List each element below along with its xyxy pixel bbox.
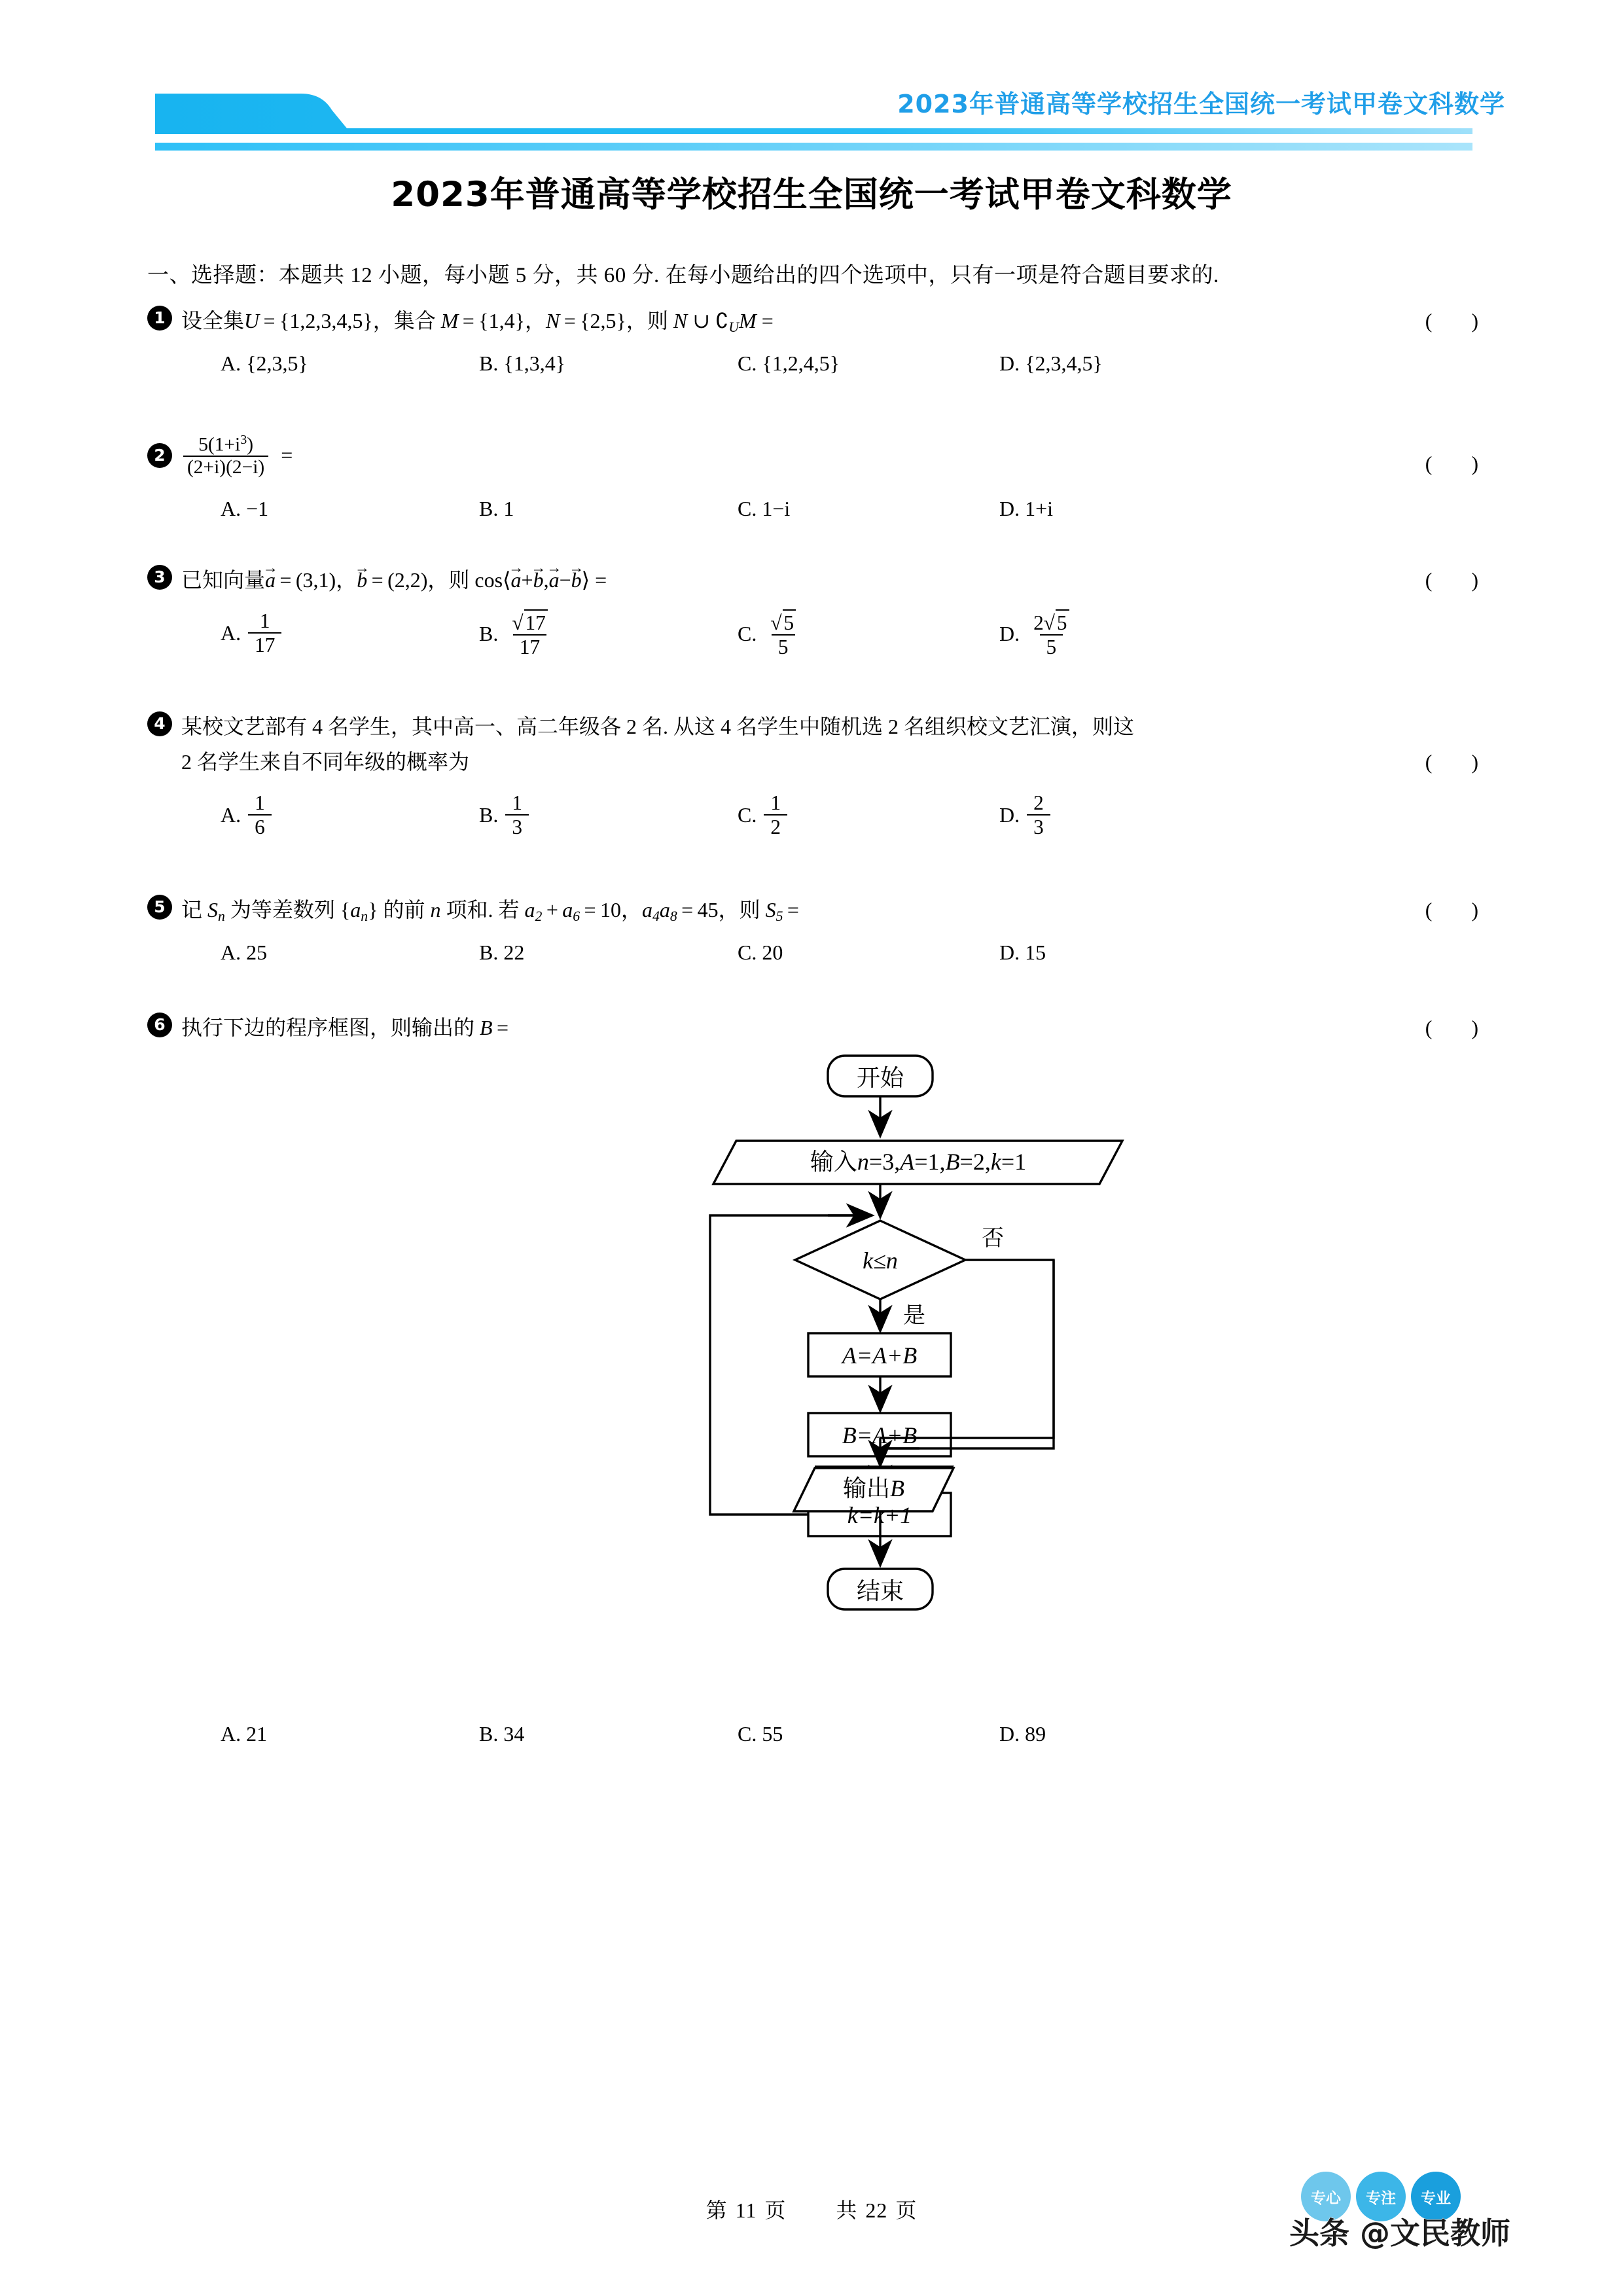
flow-process2-label: B=A+B: [842, 1422, 918, 1449]
footer-total-prefix: 共: [836, 2198, 858, 2222]
question-4: [147, 709, 1495, 854]
option-label: B.: [479, 497, 499, 521]
fraction-numerator: 1: [255, 791, 265, 815]
option-label: A.: [221, 351, 241, 376]
fraction-numerator: 1: [770, 791, 781, 815]
question-2: [147, 414, 1495, 528]
watermark-text: 头条 @文民教师: [1289, 2215, 1511, 2251]
option-label: D.: [999, 1722, 1020, 1746]
option-label: B.: [479, 1722, 499, 1746]
option-value: −1: [246, 497, 269, 521]
option-label: D.: [999, 941, 1020, 965]
fraction-denominator: 17: [513, 634, 546, 658]
fraction-denominator: 3: [1027, 814, 1050, 838]
flow-process3-label: k=k+1: [847, 1502, 912, 1529]
option-label: B.: [479, 802, 499, 827]
question-1-options: [181, 351, 1495, 383]
option-fraction: [764, 609, 802, 658]
option-value: 20: [762, 941, 783, 965]
fraction-denominator: 6: [248, 814, 272, 838]
question-4-options: [181, 791, 1495, 854]
fraction-numerator: $5(1+i^3)$: [198, 433, 254, 456]
option-value: 22: [503, 941, 525, 965]
option-value: 15: [1025, 941, 1046, 965]
option-c[interactable]: [738, 1722, 783, 1746]
flow-output-label: 输出B: [842, 1475, 905, 1502]
option-a[interactable]: [221, 351, 308, 376]
option-d[interactable]: [999, 791, 1052, 838]
footer-page-total: 22: [865, 2198, 888, 2222]
page-header: [0, 0, 1623, 151]
option-value: 89: [1025, 1722, 1046, 1746]
complement-symbol: $∁_U$: [715, 309, 740, 336]
option-fraction: [248, 791, 272, 838]
flow-no-label: 否: [982, 1227, 1004, 1251]
option-value: {1,2,4,5}: [762, 351, 840, 376]
option-c[interactable]: [738, 609, 804, 658]
fraction-denominator: 17: [248, 632, 281, 656]
complex-fraction: [183, 433, 268, 478]
option-a[interactable]: [221, 609, 283, 656]
option-c[interactable]: [738, 941, 783, 965]
flow-start-label: 开始: [856, 1065, 904, 1092]
option-d[interactable]: [999, 609, 1078, 658]
option-value: 21: [246, 1722, 268, 1746]
answer-bracket: ( ): [1425, 452, 1495, 476]
fraction-numerator: 2: [1033, 791, 1044, 815]
watermark-circle-1: 专心: [1301, 2172, 1351, 2221]
section-heading: 一、选择题：本题共 12 小题，每小题 5 分，共 60 分. 在每小题给出的四个选项中，只有一项是符合题目要求的.: [147, 264, 1219, 287]
option-b[interactable]: [479, 1722, 524, 1746]
question-number: 4: [147, 711, 172, 736]
flow-yes-label: 是: [903, 1304, 925, 1329]
option-fraction: [1027, 791, 1050, 838]
answer-bracket: ( ): [1425, 898, 1495, 922]
option-label: C.: [738, 1722, 757, 1746]
option-b[interactable]: [479, 941, 524, 965]
option-fraction: [505, 609, 554, 658]
option-label: D.: [999, 802, 1020, 827]
answer-bracket: ( ): [1425, 750, 1495, 774]
option-d[interactable]: [999, 1722, 1046, 1746]
option-label: A.: [221, 497, 241, 521]
option-label: C.: [738, 941, 757, 965]
option-b[interactable]: [479, 497, 514, 521]
question-3-options: [181, 609, 1495, 672]
fraction-denominator: (2+i)(2−i): [183, 456, 268, 478]
option-label: A.: [221, 620, 241, 645]
option-a[interactable]: [221, 1722, 267, 1746]
option-label: B.: [479, 622, 499, 646]
option-label: C.: [738, 351, 757, 376]
option-a[interactable]: [221, 497, 268, 521]
page-title: 2023年普通高等学校招生全国统一考试甲卷文科数学: [391, 175, 1232, 215]
footer-page-prefix: 第: [705, 2198, 728, 2222]
option-value: {1,3,4}: [503, 351, 566, 376]
question-number: 2: [147, 443, 172, 468]
option-label: B.: [479, 941, 499, 965]
option-value: {2,3,4,5}: [1025, 351, 1103, 376]
fraction-numerator: √5: [764, 609, 802, 634]
fraction-numerator: 2√5: [1027, 609, 1075, 634]
watermark-circle-2: 专注: [1356, 2172, 1406, 2221]
question-5-options: [181, 941, 1495, 972]
fraction-denominator: 5: [772, 634, 795, 658]
flow-end-label: 结束: [856, 1578, 904, 1605]
option-value: 1: [503, 497, 514, 521]
option-label: A.: [221, 802, 241, 827]
option-b[interactable]: [479, 351, 565, 376]
option-fraction: [764, 791, 787, 838]
option-label: D.: [999, 497, 1020, 521]
header-running-title: 2023年普通高等学校招生全国统一考试甲卷文科数学: [897, 90, 1505, 118]
option-fraction: [248, 609, 281, 656]
fraction-denominator: 2: [764, 814, 787, 838]
header-banner-graphic: [0, 0, 1623, 151]
program-flowchart: [147, 1052, 1495, 1732]
option-value: {2,3,5}: [246, 351, 308, 376]
option-fraction: [505, 791, 529, 838]
flowchart-graphic: [147, 1052, 1495, 1732]
question-stem: 设全集U = {1,2,3,4,5}，集合 M = {1,4}，N = {2,5}，则 N ∪ $∁_UM$ = ( ): [181, 303, 1495, 345]
option-label: A.: [221, 941, 241, 965]
flow-condition-label: k≤n: [863, 1247, 898, 1274]
option-b[interactable]: [479, 609, 556, 658]
question-5: [147, 892, 1495, 972]
option-label: D.: [999, 351, 1020, 376]
option-value: 1+i: [1025, 497, 1054, 521]
option-d[interactable]: [999, 941, 1046, 965]
option-label: C.: [738, 497, 757, 521]
question-stem: [181, 709, 1495, 780]
option-a[interactable]: [221, 941, 267, 965]
option-d[interactable]: [999, 497, 1053, 521]
option-c[interactable]: [738, 351, 840, 376]
option-value: 34: [503, 1722, 525, 1746]
flow-input-label: 输入n=3,A=1,B=2,k=1: [810, 1149, 1027, 1175]
question-number: 3: [147, 565, 172, 590]
question-number: 6: [147, 1013, 172, 1037]
flow-process1-label: A=A+B: [842, 1342, 918, 1369]
question-6: [147, 1010, 1495, 1753]
answer-bracket: ( ): [1425, 568, 1495, 592]
question-stem-line-1: 某校文艺部有 4 名学生，其中高一、高二年级各 2 名. 从这 4 名学生中随机选 2 名组织校文艺汇演，则这: [181, 715, 1135, 739]
fraction-numerator: √17: [505, 609, 554, 634]
answer-bracket: ( ): [1425, 1016, 1495, 1040]
watermark-logo: [1289, 2172, 1603, 2296]
question-1: [147, 303, 1495, 383]
question-stem: 执行下边的程序框图，则输出的 B = ( ): [181, 1010, 1495, 1045]
option-value: 1−i: [762, 497, 791, 521]
fraction-denominator: 3: [505, 814, 529, 838]
option-label: B.: [479, 351, 499, 376]
option-value: 25: [246, 941, 268, 965]
option-label: C.: [738, 802, 757, 827]
question-6-options: [181, 1722, 1495, 1753]
question-2-options: [181, 497, 1495, 528]
question-stem-line-2: 2 名学生来自不同年级的概率为: [181, 750, 470, 774]
question-stem: $\frac{5(1+i^3)}{(2+i)(2-i)}$ = ( ): [181, 414, 1495, 501]
exam-content: [147, 259, 1495, 1757]
option-c[interactable]: [738, 791, 789, 838]
option-b[interactable]: [479, 791, 531, 838]
option-label: C.: [738, 622, 757, 646]
option-label: A.: [221, 1722, 241, 1746]
question-number: 1: [147, 306, 172, 331]
fraction-numerator: 1: [512, 791, 522, 815]
footer-total-unit: 页: [895, 2198, 918, 2222]
question-number: 5: [147, 895, 172, 920]
option-a[interactable]: [221, 791, 274, 838]
watermark-circle-3: 专业: [1411, 2172, 1461, 2221]
question-3: [147, 562, 1495, 672]
option-c[interactable]: [738, 497, 790, 521]
option-label: D.: [999, 622, 1020, 646]
fraction-denominator: 5: [1040, 634, 1063, 658]
option-value: 55: [762, 1722, 783, 1746]
footer-page-unit: 页: [764, 2198, 787, 2222]
question-stem: 已知向量a → = (3,1)，b → = (2,2)，则 cos⟨a →+b →,a →−b →⟩ = ( ): [181, 562, 1495, 598]
question-stem: 记 $S_n$ 为等差数列 $\{a_n\}$ 的前 n 项和. 若 $a_2 + a_6 = 10$，$a_4a_8 = 45$，则 $S_5$ = ( ): [181, 892, 1495, 934]
fraction-numerator: 1: [259, 609, 270, 633]
option-fraction: [1027, 609, 1075, 658]
footer-page-current: 11: [735, 2198, 757, 2222]
answer-bracket: ( ): [1425, 309, 1495, 332]
option-d[interactable]: [999, 351, 1103, 376]
